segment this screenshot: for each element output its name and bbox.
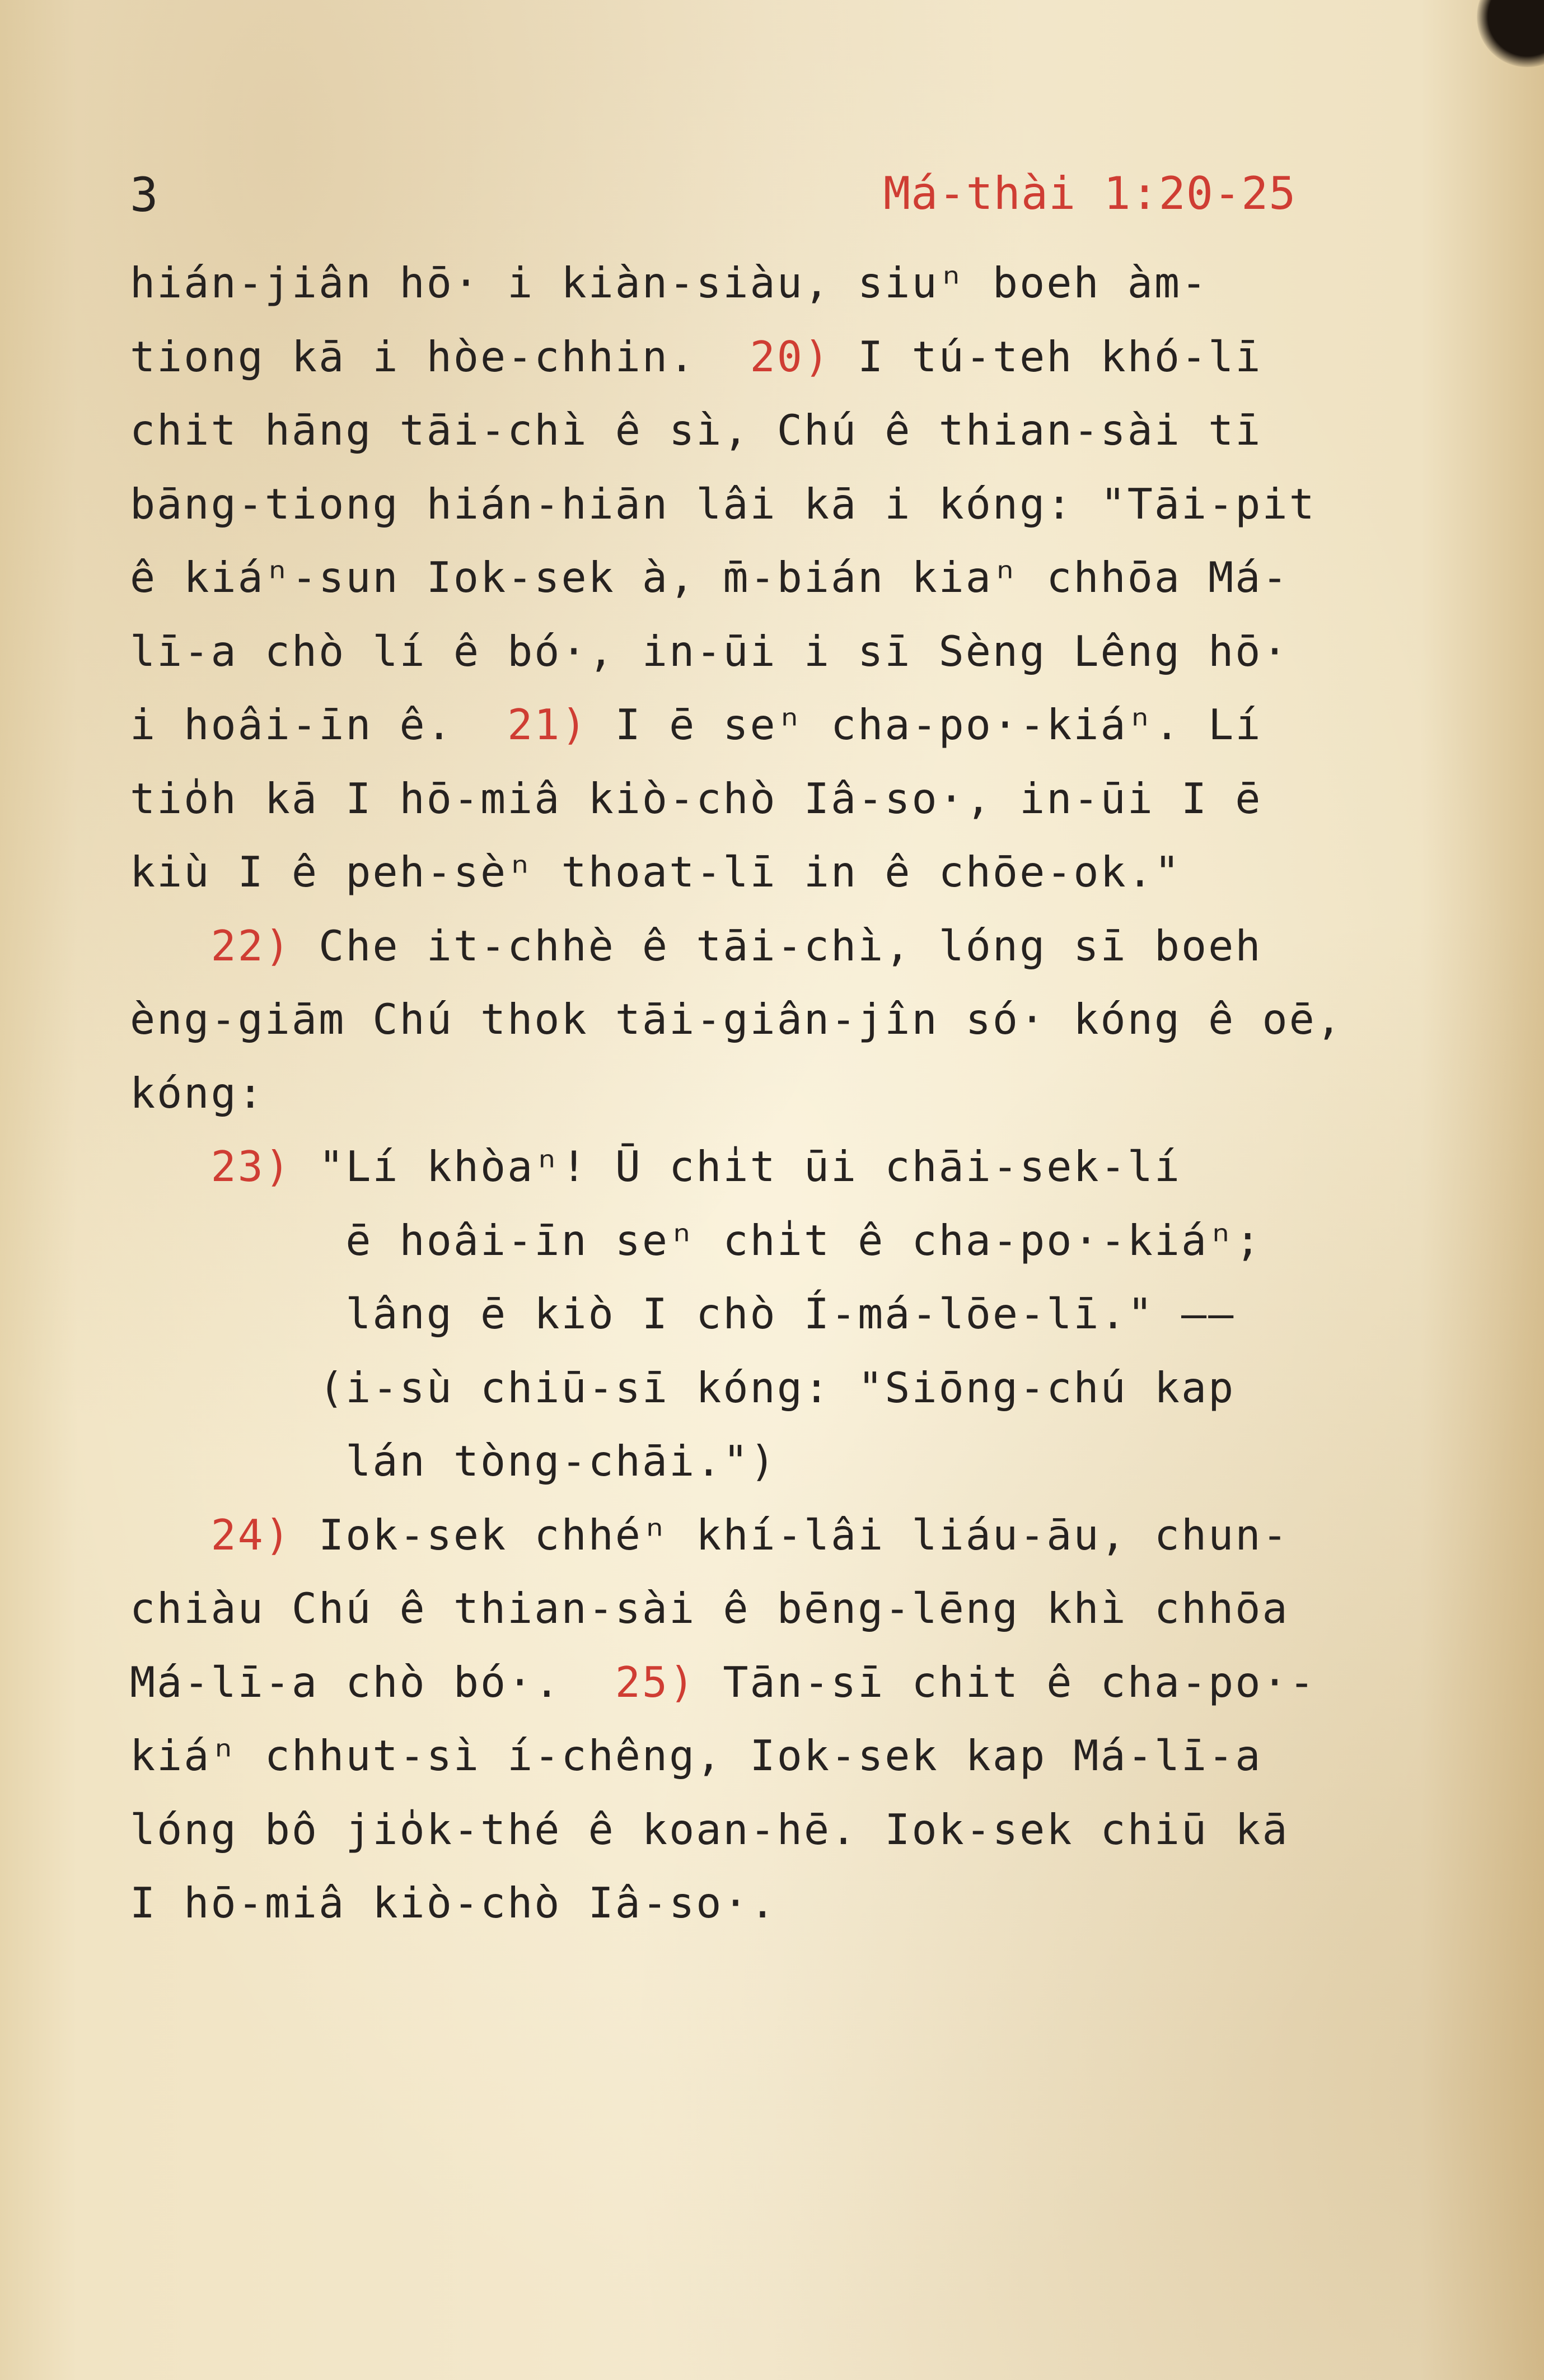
- text-segment: lóng bô jio̍k-thé ê koan-hē. Iok-sek chiū kā: [130, 1804, 1289, 1854]
- verse-number: 20): [750, 332, 831, 381]
- text-segment: ē hoâi-īn seⁿ chi̍t ê cha-po·-kiáⁿ;: [130, 1215, 1262, 1265]
- text-segment: kiáⁿ chhut-sì í-chêng, Iok-sek kap Má-lī-a: [130, 1731, 1262, 1780]
- text-line: [130, 700, 1262, 749]
- page-corner-shadow: [1477, 0, 1544, 67]
- text-segment: Má-lī-a chò bó·.: [130, 1657, 615, 1707]
- text-line: [130, 1142, 1182, 1191]
- verse-number: 23): [210, 1142, 292, 1191]
- text-line: [130, 847, 1181, 897]
- text-line: [130, 1362, 1236, 1412]
- text-segment: tio̍h kā I hō-miâ kiò-chò Iâ-so·, in-ūi I ē: [130, 773, 1262, 823]
- text-segment: chit hāng tāi-chì ê sì, Chú ê thian-sài tī: [130, 405, 1262, 455]
- text-line: [130, 1584, 1289, 1633]
- text-segment: (i-sù chiū-sī kóng: "Siōng-chú kap: [130, 1362, 1236, 1412]
- text-line: [130, 1215, 1262, 1265]
- text-segment: bāng-tiong hián-hiān lâi kā i kóng: "Tāi-pit: [130, 479, 1316, 529]
- text-line: [130, 1436, 777, 1486]
- text-line: [130, 553, 1289, 602]
- text-segment: I ē seⁿ cha-po·-kiáⁿ. Lí: [588, 700, 1262, 749]
- text-line: [130, 1731, 1262, 1780]
- text-line: [130, 1510, 1289, 1560]
- verse-number: 25): [615, 1657, 696, 1707]
- text-segment: kiù I ê peh-sèⁿ thoat-lī in ê chōe-ok.": [130, 847, 1181, 897]
- text-line: [130, 773, 1262, 823]
- text-segment: I tú-teh khó-lī: [831, 332, 1262, 381]
- text-line: [130, 1878, 777, 1928]
- text-segment: [130, 1142, 210, 1191]
- text-segment: Tān-sī chit ê cha-po·-: [696, 1657, 1316, 1707]
- text-segment: Che it-chhè ê tāi-chì, lóng sī boeh: [291, 921, 1262, 970]
- page-number: 3: [130, 167, 160, 222]
- text-line: [130, 479, 1316, 529]
- verse-number: 22): [210, 921, 292, 970]
- running-head: Má-thài 1:20-25: [883, 167, 1297, 220]
- text-segment: I hō-miâ kiò-chò Iâ-so·.: [130, 1878, 777, 1928]
- text-segment: Iok-sek chhéⁿ khí-lâi liáu-āu, chun-: [291, 1510, 1289, 1560]
- verse-number: 21): [507, 700, 588, 749]
- text-segment: kóng:: [130, 1068, 265, 1118]
- text-segment: [130, 921, 210, 970]
- text-line: [130, 332, 1262, 381]
- text-line: [130, 626, 1289, 676]
- text-segment: chiàu Chú ê thian-sài ê bēng-lēng khì chhōa: [130, 1584, 1289, 1633]
- text-segment: hián-jiân hō· i kiàn-siàu, siuⁿ boeh àm-: [130, 258, 1209, 307]
- text-segment: "Lí khòaⁿ! Ū chi̍t ūi chāi-sek-lí: [291, 1142, 1182, 1191]
- text-segment: ê kiáⁿ-sun Iok-sek à, m̄-bián kiaⁿ chhōa Má-: [130, 553, 1289, 602]
- text-line: [130, 1657, 1316, 1707]
- text-segment: lán tòng-chāi."): [130, 1436, 777, 1486]
- text-line: [130, 405, 1262, 455]
- text-segment: i hoâi-īn ê.: [130, 700, 508, 749]
- text-segment: tiong kā i hòe-chhin.: [130, 332, 750, 381]
- text-segment: [130, 1510, 210, 1560]
- text-line: [130, 258, 1209, 307]
- text-line: [130, 1804, 1289, 1854]
- text-line: [130, 995, 1343, 1044]
- text-segment: èng-giām Chú thok tāi-giân-jîn só· kóng ê oē,: [130, 995, 1343, 1044]
- text-segment: lâng ē kiò I chò Í-má-lōe-lī." ——: [130, 1289, 1236, 1338]
- text-line: [130, 921, 1262, 970]
- verse-number: 24): [210, 1510, 292, 1560]
- text-line: [130, 1068, 265, 1118]
- text-line: [130, 1289, 1236, 1338]
- text-segment: lī-a chò lí ê bó·, in-ūi i sī Sèng Lêng hō·: [130, 626, 1289, 676]
